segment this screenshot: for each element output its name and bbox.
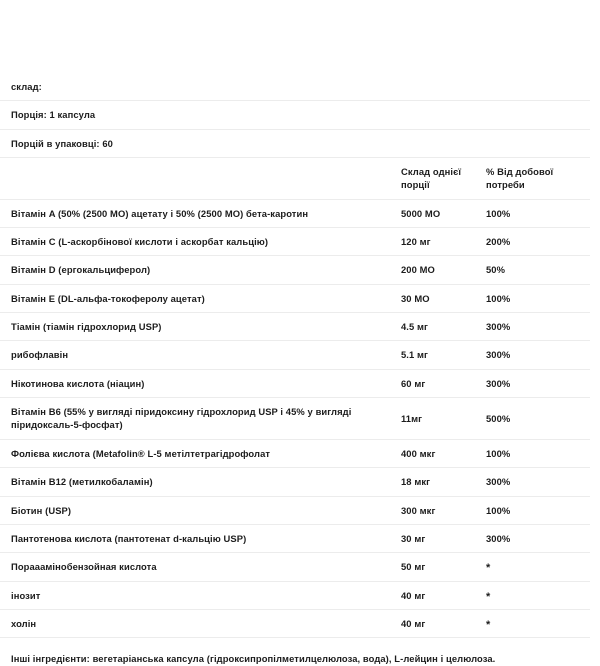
nutrient-amount: 120 мг	[401, 228, 486, 256]
table-row	[0, 439, 590, 467]
header-amount-per-serving-text: Склад однієї порції	[401, 166, 462, 191]
table-row	[0, 581, 590, 609]
table-header-row	[0, 158, 590, 200]
footnote-asterisk: *	[486, 562, 491, 575]
header-name-blank	[0, 158, 401, 200]
nutrient-name: Вітамін A (50% (2500 МО) ацетату і 50% (2500 МО) бета-каротин	[0, 199, 401, 227]
nutrient-amount: 5.1 мг	[401, 341, 486, 369]
nutrient-amount: 200 МО	[401, 256, 486, 284]
serving-size: Порція: 1 капсула	[0, 101, 590, 129]
nutrient-name: Вітамін C (L-аскорбінової кислоти і аскорбат кальцію)	[0, 228, 401, 256]
table-row	[0, 609, 590, 637]
nutrient-name: Фолієва кислота (Metafolin® L-5 метілтетрагідрофолат	[0, 439, 401, 467]
nutrient-amount: 18 мкг	[401, 468, 486, 496]
nutrient-daily-value: 200%	[486, 228, 590, 256]
nutrient-daily-value	[486, 581, 590, 609]
nutrient-name: рибофлавін	[0, 341, 401, 369]
nutrient-name: Пантотенова кислота (пантотенат d-кальцію USP)	[0, 524, 401, 552]
table-row	[0, 524, 590, 552]
table-row	[0, 284, 590, 312]
nutrient-daily-value	[486, 553, 590, 581]
nutrient-amount: 40 мг	[401, 609, 486, 637]
nutrient-daily-value: 300%	[486, 313, 590, 341]
header-percent-daily-value-text: % Від добової потреби	[486, 166, 554, 191]
nutrient-amount: 5000 МО	[401, 199, 486, 227]
nutrient-name: Вітамін B6 (55% у вигляді піридоксину гідрохлорид USP і 45% у вигляді піридоксаль-5-фосфат)	[0, 398, 401, 440]
composition-label-row	[0, 73, 590, 101]
composition-label: склад:	[0, 73, 590, 101]
top-spacer	[0, 0, 600, 73]
nutrient-daily-value: 300%	[486, 468, 590, 496]
nutrient-amount: 60 мг	[401, 369, 486, 397]
nutrient-daily-value: 500%	[486, 398, 590, 440]
nutrient-amount: 30 мг	[401, 524, 486, 552]
nutrient-daily-value: 300%	[486, 524, 590, 552]
header-amount-per-serving	[401, 158, 486, 200]
nutrient-daily-value: 300%	[486, 369, 590, 397]
nutrient-amount: 50 мг	[401, 553, 486, 581]
nutrient-daily-value: 100%	[486, 496, 590, 524]
table-row	[0, 199, 590, 227]
table-row	[0, 313, 590, 341]
nutrient-daily-value: 300%	[486, 341, 590, 369]
nutrient-amount: 40 мг	[401, 581, 486, 609]
nutrient-amount: 300 мкг	[401, 496, 486, 524]
nutrient-name: Вітамін E (DL-альфа-токоферолу ацетат)	[0, 284, 401, 312]
intro-table	[0, 73, 590, 638]
nutrient-daily-value: 100%	[486, 199, 590, 227]
table-row	[0, 228, 590, 256]
nutrient-amount: 11мг	[401, 398, 486, 440]
table-row	[0, 553, 590, 581]
table-row	[0, 256, 590, 284]
footnote-asterisk: *	[486, 590, 491, 603]
nutrient-daily-value	[486, 609, 590, 637]
serving-size-row	[0, 101, 590, 129]
footnote-asterisk: *	[486, 618, 491, 631]
servings-per-container: Порцій в упаковці: 60	[0, 129, 590, 157]
table-row	[0, 398, 590, 440]
nutrient-name: інозит	[0, 581, 401, 609]
nutrient-name: Тіамін (тіамін гідрохлорид USP)	[0, 313, 401, 341]
table-row	[0, 341, 590, 369]
nutrient-amount: 400 мкг	[401, 439, 486, 467]
nutrient-name: Порааамінобензойная кислота	[0, 553, 401, 581]
nutrient-name: Біотин (USP)	[0, 496, 401, 524]
table-row	[0, 496, 590, 524]
nutrient-name: Вітамін D (ергокальциферол)	[0, 256, 401, 284]
nutrient-daily-value: 50%	[486, 256, 590, 284]
table-row	[0, 369, 590, 397]
nutrient-name: холін	[0, 609, 401, 637]
nutrient-daily-value: 100%	[486, 439, 590, 467]
nutrient-amount: 4.5 мг	[401, 313, 486, 341]
nutrient-name: Вітамін B12 (метилкобаламін)	[0, 468, 401, 496]
servings-per-container-row	[0, 129, 590, 157]
header-percent-daily-value	[486, 158, 590, 200]
table-row	[0, 468, 590, 496]
nutrient-amount: 30 МО	[401, 284, 486, 312]
nutrient-daily-value: 100%	[486, 284, 590, 312]
other-ingredients-note: Інші інгредієнти: вегетаріанська капсула (гідроксипропілметилцелюлоза, вода), L-лейцин і целюлоза.	[11, 653, 496, 665]
nutrient-name: Нікотинова кислота (ніацин)	[0, 369, 401, 397]
